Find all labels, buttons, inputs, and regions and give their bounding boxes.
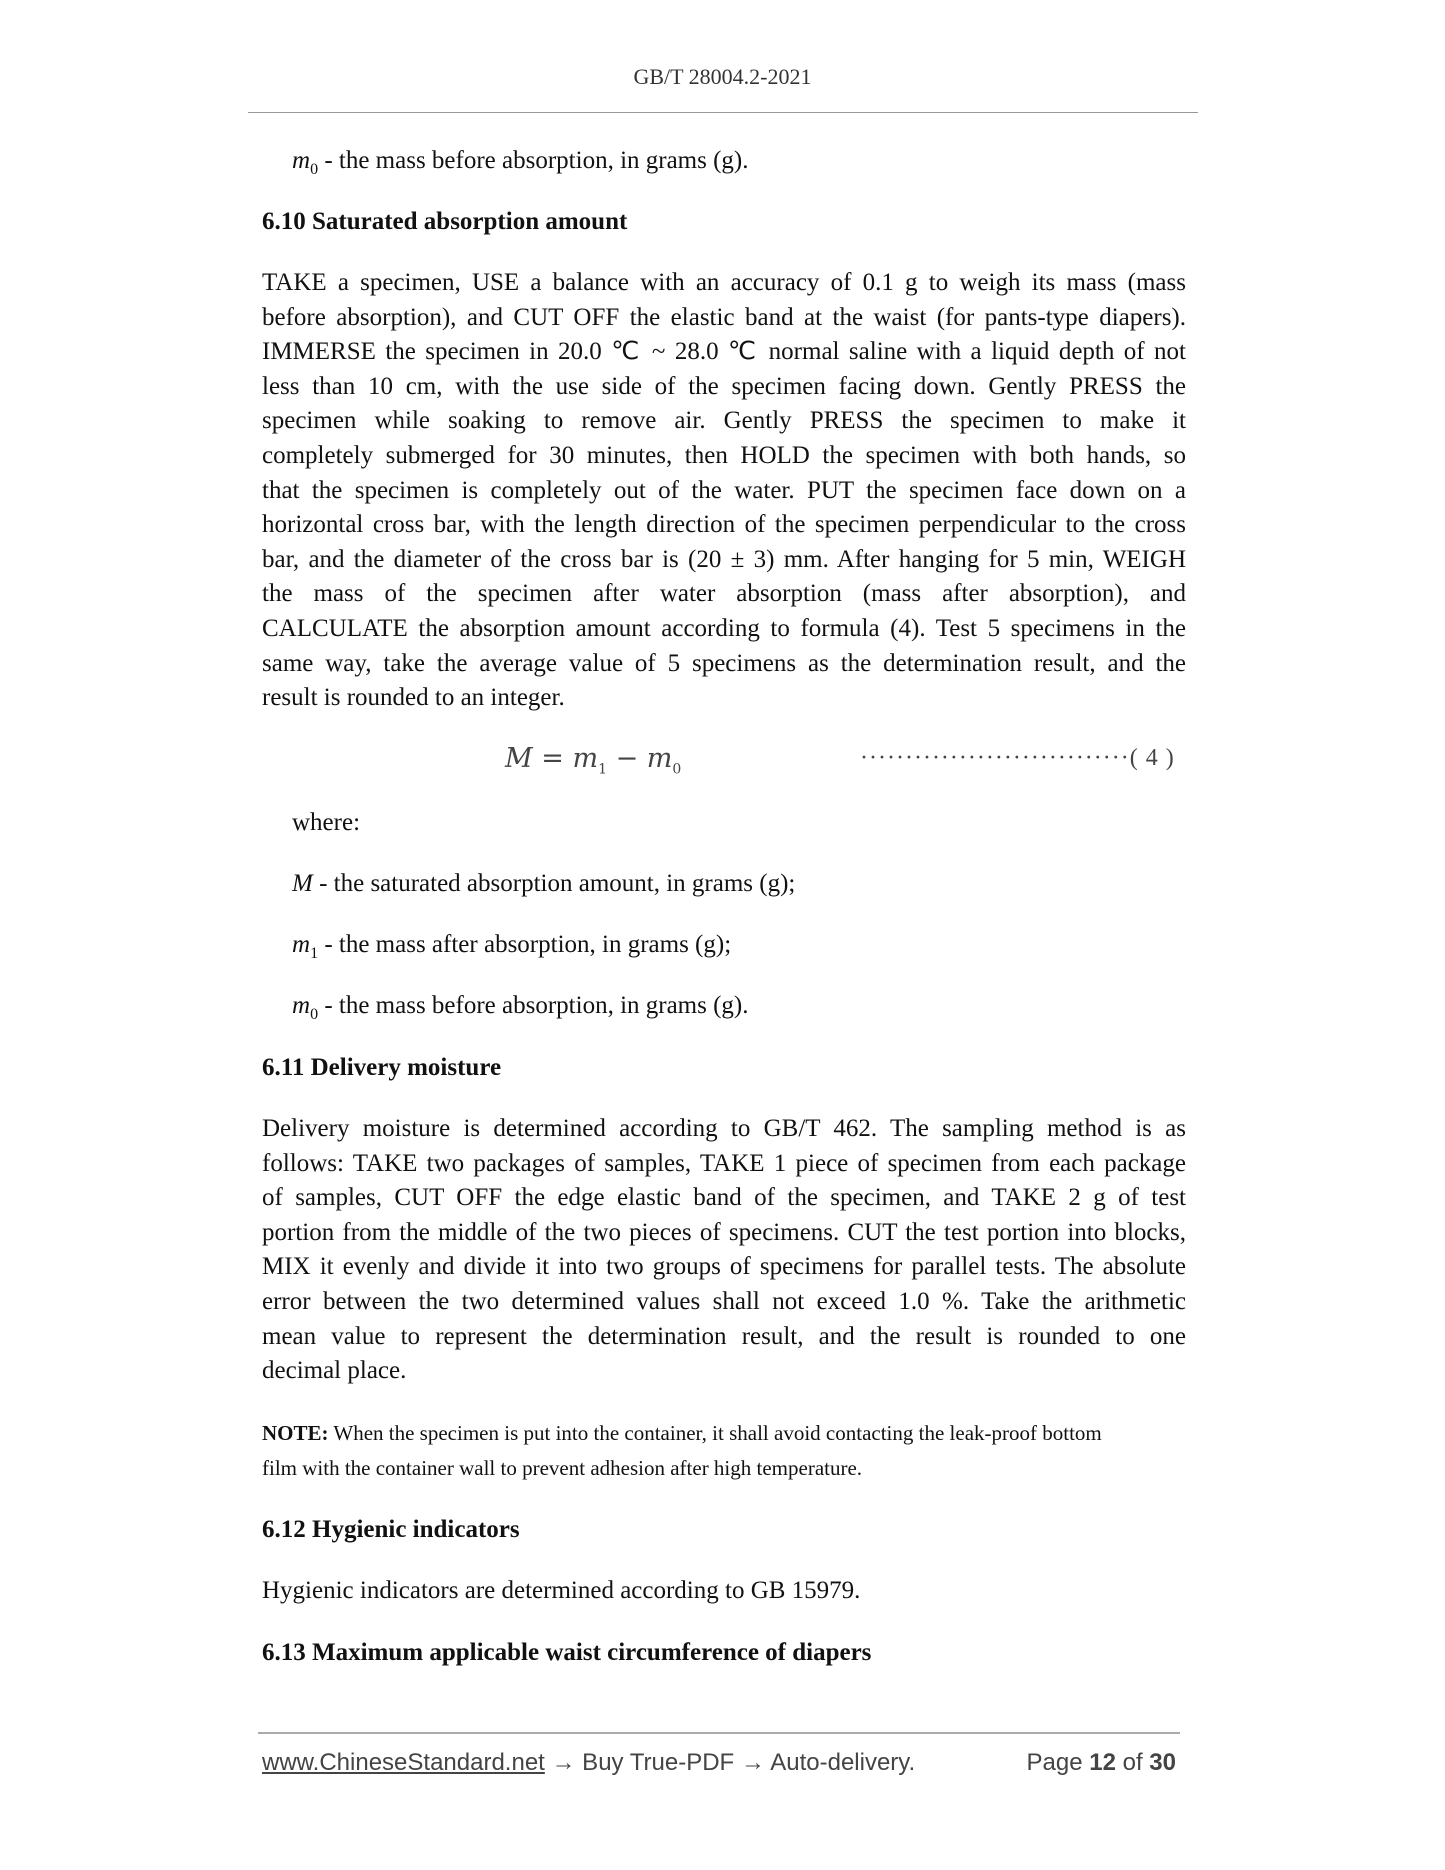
symbol: M — [292, 870, 313, 897]
paragraph-line: IMMERSE the specimen in 20.0 ℃ ~ 28.0 ℃ normal saline with a liquid depth of not — [262, 338, 1186, 366]
symbol: m — [292, 992, 311, 1019]
paragraph-line: Delivery moisture is determined according to GB/T 462. The sampling method is as — [262, 1115, 1186, 1142]
formula-4 — [505, 743, 681, 777]
section-heading-6-13: 6.13 Maximum applicable waist circumference of diapers — [262, 1639, 872, 1666]
formula-symbol: M — [505, 743, 533, 774]
paragraph-line: that the specimen is completely out of the water. PUT the specimen face down on a — [262, 476, 1186, 504]
formula-subscript: 0 — [672, 761, 682, 778]
page-indicator — [1027, 1749, 1176, 1777]
page-header: GB/T 28004.2-2021 — [633, 64, 812, 89]
note-line-1 — [262, 1418, 1186, 1448]
formula-operator: − — [606, 743, 647, 774]
header-divider — [248, 112, 1198, 113]
page-of: of — [1115, 1749, 1150, 1776]
definition-m0 — [292, 991, 1216, 1030]
paragraph-line: portion from the middle of the two pieces of specimens. CUT the test portion into blocks, — [262, 1218, 1186, 1246]
where-label: where: — [292, 809, 361, 836]
paragraph-line: TAKE a specimen, USE a balance with an accuracy of 0.1 g to weigh its mass (mass — [262, 269, 1186, 296]
formula-number: ······························( 4 ) — [860, 745, 1175, 771]
section-heading-6-11: 6.11 Delivery moisture — [262, 1054, 502, 1081]
page-footer — [262, 1749, 1182, 1777]
page-total: 30 — [1149, 1749, 1176, 1776]
symbol: m — [292, 147, 311, 174]
paragraph-line: less than 10 cm, with the use side of the specimen facing down. Gently PRESS the — [262, 372, 1186, 400]
definition-text: - the mass after absorption, in grams (g); — [318, 931, 732, 958]
note-line-2: film with the container wall to prevent adhesion after high temperature. — [262, 1456, 863, 1480]
definition-m0-top — [292, 146, 1216, 185]
paragraph-line: of samples, CUT OFF the edge elastic band of the specimen, and TAKE 2 g of test — [262, 1184, 1186, 1212]
paragraph-line: CALCULATE the absorption amount according to formula (4). Test 5 specimens in the — [262, 615, 1186, 642]
definition-m1 — [292, 930, 1216, 969]
paragraph-line: before absorption), and CUT OFF the elastic band at the waist (for pants-type diapers). — [262, 303, 1186, 331]
formula-symbol: m — [572, 743, 599, 774]
subscript: 0 — [310, 1006, 319, 1023]
footer-divider — [258, 1732, 1180, 1734]
paragraph-line: MIX it evenly and divide it into two groups of specimens for parallel tests. The absolute — [262, 1253, 1186, 1281]
formula-subscript: 1 — [598, 761, 607, 778]
definition-text: - the mass before absorption, in grams (g). — [318, 992, 749, 1019]
definition-M — [292, 869, 1216, 899]
chinesestandard-link[interactable]: www.ChineseStandard.net — [262, 1749, 545, 1776]
paragraph-last-line: result is rounded to an integer. — [262, 684, 565, 712]
paragraph-line: completely submerged for 30 minutes, then HOLD the specimen with both hands, so — [262, 442, 1186, 469]
note-label: NOTE: — [262, 1421, 329, 1445]
paragraph-last-line: decimal place. — [262, 1357, 407, 1385]
note-text: When the specimen is put into the container, it shall avoid contacting the leak-proof bottom — [328, 1421, 1102, 1445]
formula-symbol: m — [646, 743, 673, 774]
footer-text: → Buy True-PDF → Auto-delivery. — [544, 1749, 916, 1776]
paragraph-line: specimen while soaking to remove air. Gently PRESS the specimen to make it — [262, 407, 1186, 435]
definition-text: - the mass before absorption, in grams (g). — [318, 147, 749, 174]
paragraph-line: error between the two determined values shall not exceed 1.0 %. Take the arithmetic — [262, 1288, 1186, 1315]
paragraph-line: mean value to represent the determination result, and the result is rounded to one — [262, 1322, 1186, 1350]
paragraph-line: horizontal cross bar, with the length direction of the specimen perpendicular to the cross — [262, 511, 1186, 539]
paragraph-line: bar, and the diameter of the cross bar is (20 ± 3) mm. After hanging for 5 min, WEIGH — [262, 545, 1186, 573]
section-heading-6-12: 6.12 Hygienic indicators — [262, 1516, 520, 1543]
symbol: m — [292, 931, 311, 958]
subscript: 1 — [310, 945, 319, 962]
paragraph-line: same way, take the average value of 5 specimens as the determination result, and the — [262, 649, 1186, 677]
page-number: 12 — [1089, 1749, 1116, 1776]
paragraph-line: the mass of the specimen after water absorption (mass after absorption), and — [262, 580, 1186, 608]
formula-operator: = — [532, 743, 573, 774]
definition-text: - the saturated absorption amount, in grams (g); — [312, 870, 796, 897]
paragraph-line: follows: TAKE two packages of samples, TAKE 1 piece of specimen from each package — [262, 1149, 1186, 1177]
subscript: 0 — [310, 161, 319, 178]
section-6-12-text: Hygienic indicators are determined according to GB 15979. — [262, 1577, 861, 1604]
section-heading-6-10: 6.10 Saturated absorption amount — [262, 208, 628, 235]
page-label: Page — [1026, 1749, 1090, 1776]
